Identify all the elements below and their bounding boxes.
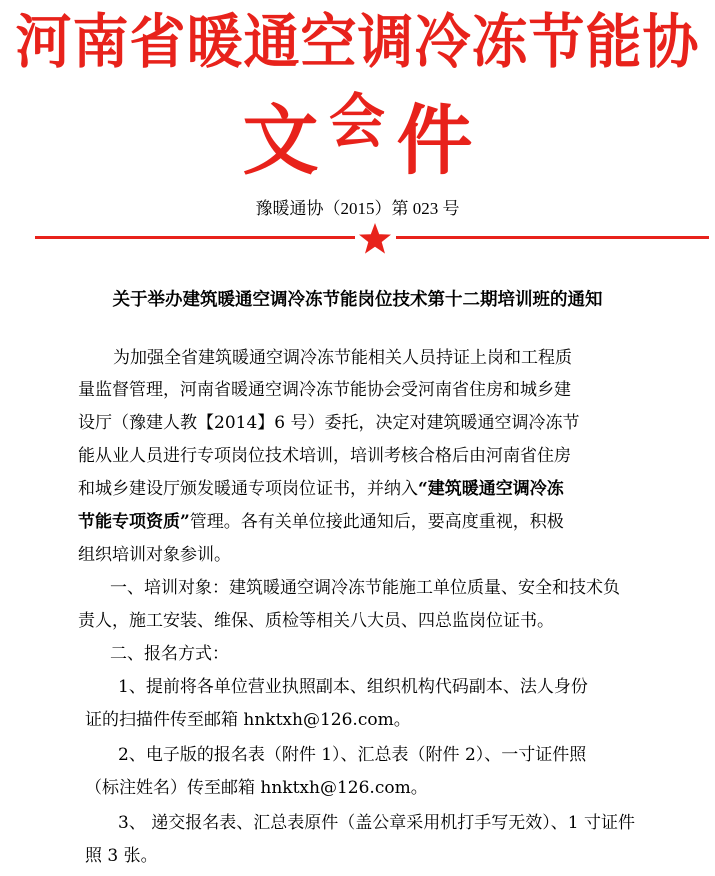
paragraph-line: 组织培训对象参训。 — [78, 545, 231, 565]
paragraph-line — [78, 509, 564, 535]
document-number: 豫暖通协（2015）第 023 号 — [255, 199, 460, 218]
paragraph-line: 设厅（豫建人教【2014】6 号）委托，决定对建筑暖通空调冷冻节 — [78, 413, 580, 433]
document-heading-char-2: 件 — [396, 96, 473, 185]
bold-text: 节能专项资质” — [78, 512, 190, 532]
item-2-line: （标注姓名）传至邮箱 hnktxh@126.com。 — [85, 778, 428, 798]
paragraph-line: 为加强全省建筑暖通空调冷冻节能相关人员持证上岗和工程质 — [113, 348, 572, 368]
item-3-line: 照 3 张。 — [85, 846, 158, 866]
section-1-line: 一、培训对象：建筑暖通空调冷冻节能施工单位质量、安全和技术负 — [110, 578, 620, 598]
bold-text: “建筑暖通空调冷冻 — [418, 479, 564, 499]
paragraph-line — [78, 476, 564, 502]
paragraph-line: 量监督管理，河南省暖通空调冷冻节能协会受河南省住房和城乡建 — [78, 380, 571, 400]
item-2-line: 2、电子版的报名表（附件 1）、汇总表（附件 2）、一寸证件照 — [118, 745, 587, 765]
red-star-icon — [357, 221, 393, 257]
item-3-line: 3、 递交报名表、汇总表原件（盖公章采用机打手写无效）、1 寸证件 — [118, 813, 635, 833]
section-1-line: 责人，施工安装、维保、质检等相关八大员、四总监岗位证书。 — [78, 611, 554, 631]
section-2-heading: 二、报名方式： — [110, 644, 229, 664]
organization-name: 河南省暖通空调冷冻节能协会 — [15, 7, 700, 157]
red-divider-left — [35, 236, 355, 239]
document-heading — [0, 96, 715, 186]
notice-title: 关于举办建筑暖通空调冷冻节能岗位技术第十二期培训班的通知 — [112, 290, 603, 310]
red-divider-right — [396, 236, 709, 239]
item-1-line: 1、提前将各单位营业执照副本、组织机构代码副本、法人身份 — [118, 677, 588, 697]
paragraph-line: 能从业人员进行专项岗位技术培训，培训考核合格后由河南省住房 — [78, 446, 571, 466]
paragraph-text: 管理。各有关单位接此通知后，要高度重视，积极 — [189, 512, 564, 532]
document-heading-char-1: 文 — [242, 96, 319, 185]
paragraph-text: 和城乡建设厅颁发暖通专项岗位证书，并纳入 — [78, 479, 418, 499]
item-1-line: 证的扫描件传至邮箱 hnktxh@126.com。 — [85, 710, 411, 730]
